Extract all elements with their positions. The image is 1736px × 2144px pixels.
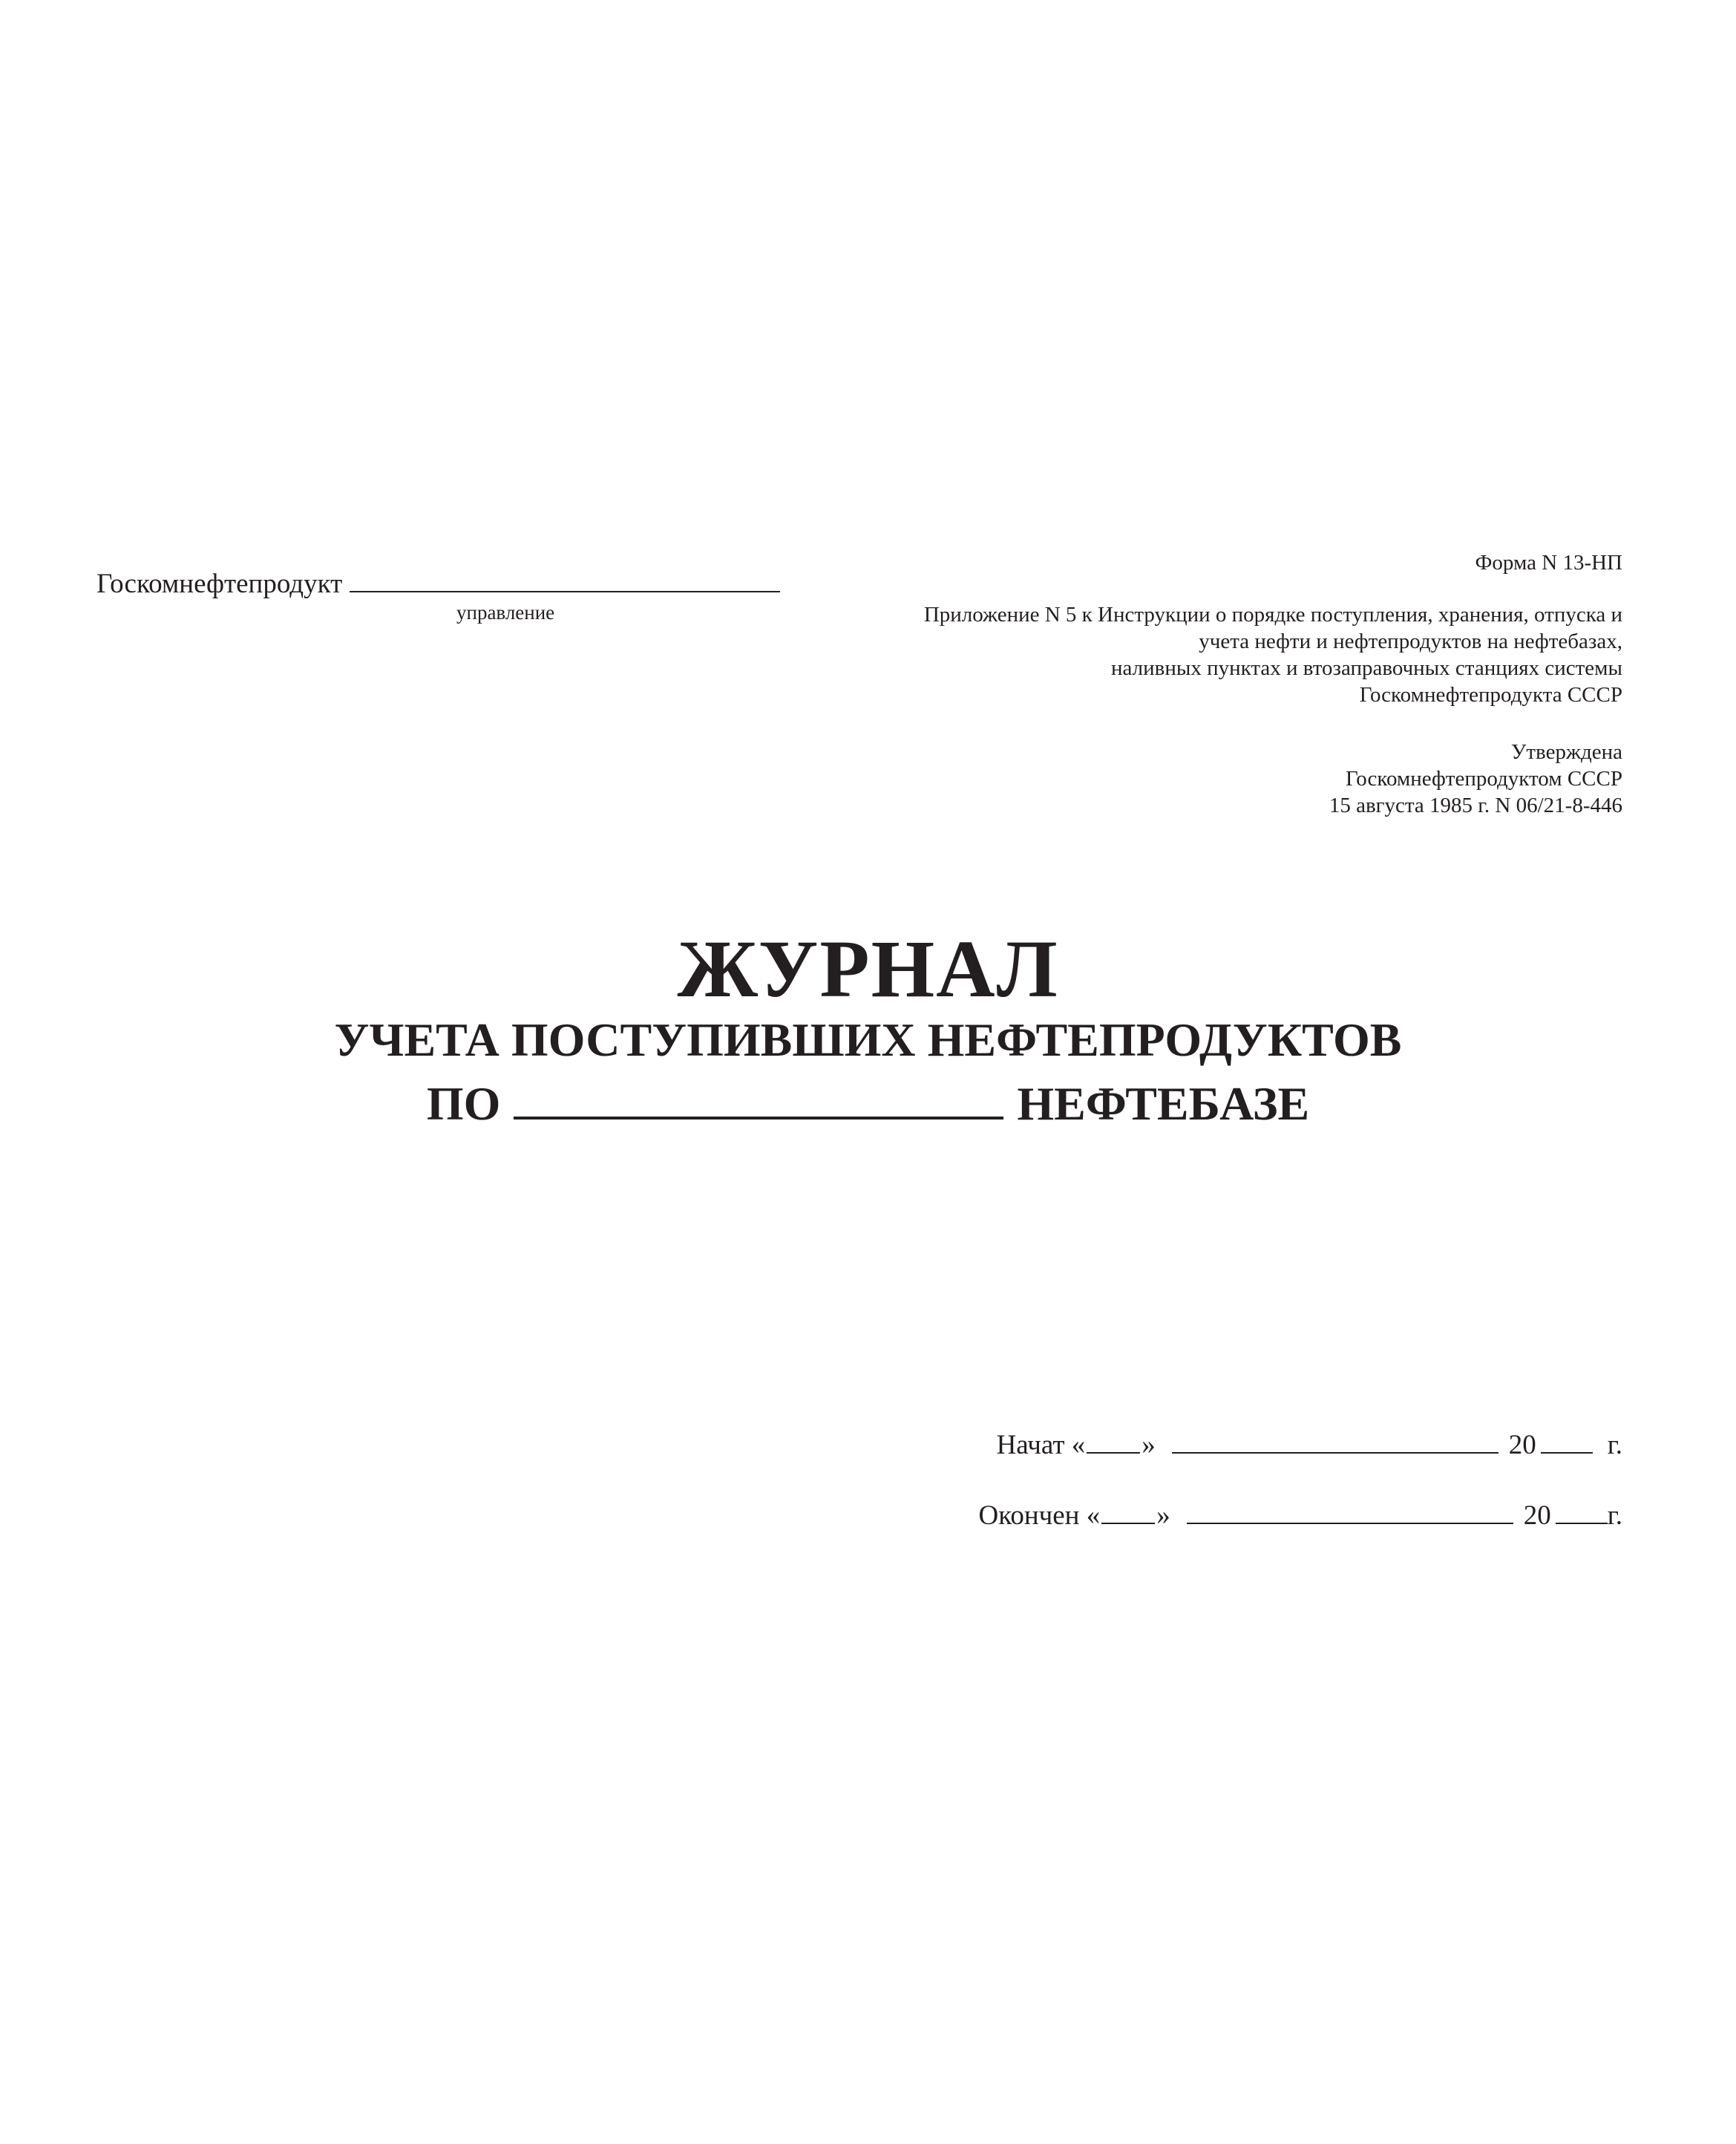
title-block <box>0 921 1736 1136</box>
year-suffix: г. <box>1607 1500 1622 1531</box>
appendix-line: учета нефти и нефтепродуктов на нефтебазах, <box>1199 630 1622 653</box>
finished-month-field[interactable] <box>1187 1500 1513 1524</box>
year-prefix: 20 <box>1508 1430 1536 1460</box>
org-sublabel: управление <box>456 601 555 624</box>
quote-close: » <box>1156 1500 1170 1531</box>
appendix-block <box>924 601 1622 708</box>
title-depot-suffix: НЕФТЕБАЗЕ <box>1017 1077 1310 1130</box>
page-title: ЖУРНАЛ <box>677 924 1059 1014</box>
org-line <box>96 568 839 601</box>
finished-label: Окончен <box>978 1500 1080 1531</box>
approval-block <box>1329 739 1622 819</box>
org-blank-field[interactable] <box>350 569 780 592</box>
finished-year-field[interactable] <box>1556 1500 1608 1524</box>
appendix-line: наливных пунктах и втозаправочных станциях системы <box>1111 656 1622 680</box>
title-depot-prefix: ПО <box>426 1077 501 1130</box>
started-day-field[interactable] <box>1087 1430 1140 1454</box>
started-date-line <box>997 1429 1622 1462</box>
appendix-line: Приложение N 5 к Инструкции о порядке поступления, хранения, отпуска и <box>923 603 1622 627</box>
approval-line: Госкомнефтепродуктом СССР <box>1346 767 1622 791</box>
org-block <box>96 568 839 624</box>
quote-open: « <box>1071 1430 1086 1460</box>
depot-name-blank-field[interactable] <box>514 1079 1003 1120</box>
page-subtitle: УЧЕТА ПОСТУПИВШИХ НЕФТЕПРОДУКТОВ <box>334 1013 1402 1066</box>
approval-line: 15 августа 1985 г. N 06/21-8-446 <box>1329 794 1622 817</box>
approval-line: Утверждена <box>1510 740 1622 764</box>
form-number: Форма N 13-НП <box>1475 551 1622 575</box>
year-prefix: 20 <box>1523 1500 1551 1531</box>
finished-date-line <box>979 1500 1622 1532</box>
year-suffix: г. <box>1607 1430 1622 1460</box>
appendix-line: Госкомнефтепродукта СССР <box>1359 683 1622 707</box>
quote-close: » <box>1141 1430 1156 1460</box>
finished-day-field[interactable] <box>1101 1500 1155 1524</box>
started-year-field[interactable] <box>1541 1430 1593 1454</box>
org-label: Госкомнефтепродукт <box>96 569 343 599</box>
started-label: Начат <box>996 1430 1065 1460</box>
quote-open: « <box>1086 1500 1101 1531</box>
started-month-field[interactable] <box>1172 1430 1498 1454</box>
title-depot-line <box>0 1072 1736 1136</box>
